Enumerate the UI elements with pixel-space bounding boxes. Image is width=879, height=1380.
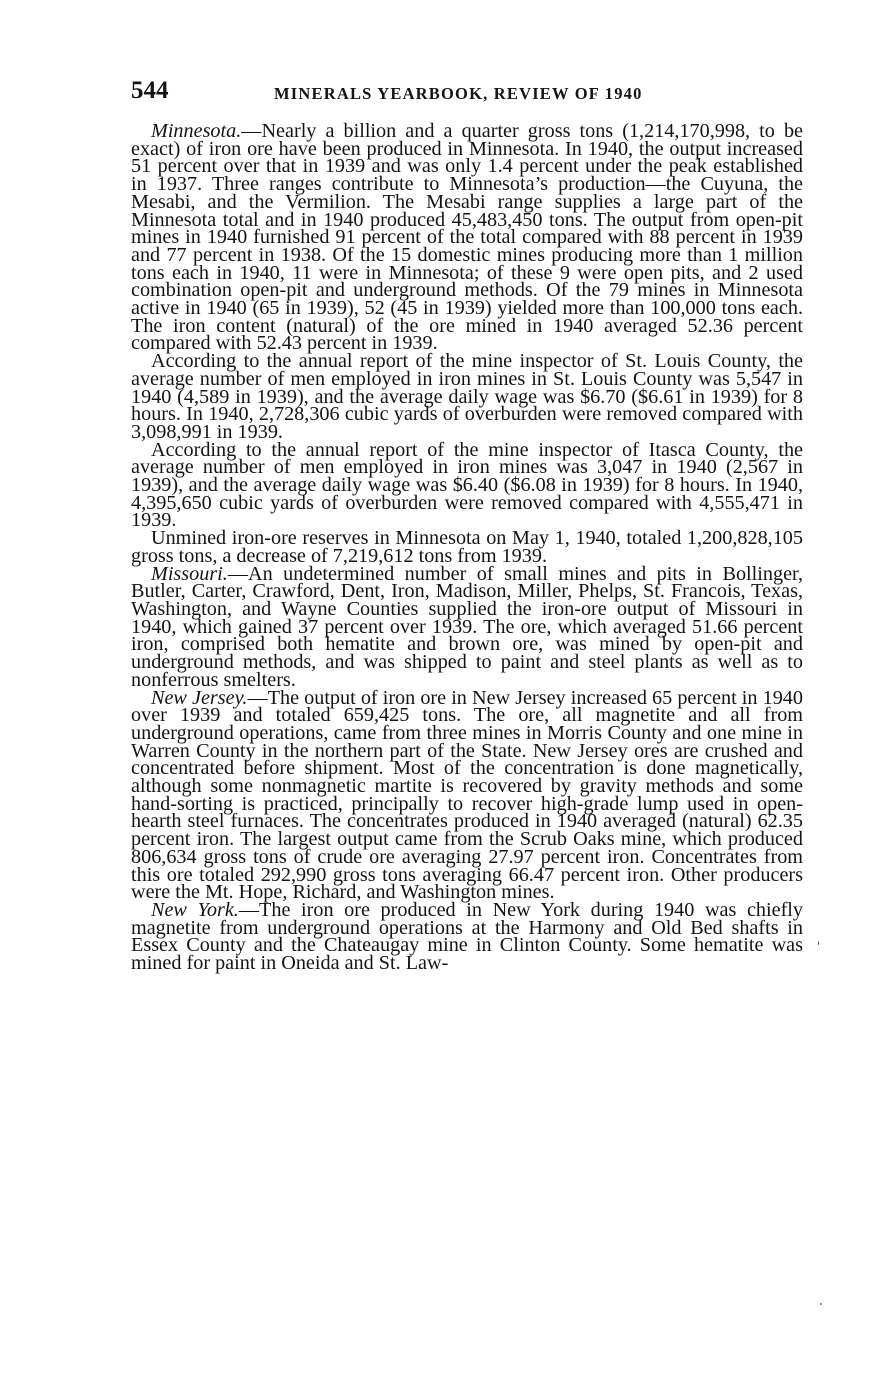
paragraph-text: According to the annual report of the mine inspector of Itasca County, the average number of men employed in iron mines was 3,047 in 1940 (2,567 in 1939), and the average daily wage was $6.40 ($6.08 in 1939) for 8 hours. In 1940, 4,395,650 cubic yards of overburden were removed compared with 4,555,471 in 1939.: [131, 438, 803, 532]
running-title: MINERALS YEARBOOK, REVIEW OF 1940: [274, 84, 643, 103]
paragraph-text: —An undetermined number of small mines and pits in Bollinger, Butler, Carter, Crawford, Dent, Iron, Madison, Miller, Phelps, St. Francois, Texas, Washington, and Wayne Counties supplied the iron-ore output of Missouri in 1940, which gained 37 percent over 1939. The ore, which averaged 51.66 percent iron, comprised both hematite and brown ore, was mined by open-pit and underground methods, and was shipped to paint and steel plants as well as to nonferrous smelters.: [131, 562, 803, 691]
paragraph-text: Unmined iron-ore reserves in Minnesota on May 1, 1940, totaled 1,200,828,105 gross tons, a decrease of 7,219,612 tons from 1939.: [131, 527, 803, 567]
paragraph-new-jersey: [131, 686, 803, 904]
paragraph-ore-reserves: [131, 527, 803, 567]
paragraph-lead: Missouri.: [151, 562, 228, 585]
paragraph-text: —The output of iron ore in New Jersey increased 65 percent in 1940 over 1939 and totaled 659,425 tons. The ore, all magnetite and all from underground operations, came from three mines in Morris County and one mine in Warren County in the northern part of the State. New Jersey ores are crushed and concentrated before shipment. Most of the concentration is done magnetically, although some nonmagnetic martite is recovered by gravity methods and some hand-sorting is practiced, principally to recover high-grade lump used in open-hearth steel furnaces. The concentrates produced in 1940 averaged (natural) 62.35 percent iron. The largest output came from the Scrub Oaks mine, which produced 806,634 gross tons of crude ore averaging 27.97 percent iron. Concentrates from this ore totaled 292,990 gross tons averaging 66.47 percent iron. Other producers were the Mt. Hope, Richard, and Washington mines.: [131, 686, 803, 904]
body-text: [131, 120, 803, 975]
paragraph-itasca-county: [131, 438, 803, 532]
scan-speck: [820, 1303, 822, 1305]
paragraph-new-york: [131, 898, 803, 975]
paragraph-missouri: [131, 562, 803, 691]
paragraph-lead: New Jersey.: [151, 686, 248, 709]
paragraph-text: —The iron ore produced in New York during 1940 was chiefly magnetite from underground operations at the Harmony and Old Bed shafts in Essex County and the Chateaugay mine in Clinton County. Some hematite was mined for paint in Oneida and St. Law-: [131, 898, 803, 975]
page-number: 544: [131, 77, 169, 104]
paragraph-lead: Minnesota.: [151, 120, 242, 142]
paragraph-text: —Nearly a billion and a quarter gross tons (1,214,170,998, to be exact) of iron ore have been produced in Minnesota. In 1940, the output increased 51 percent over that in 1939 and was only 1.4 percent under the peak established in 1937. Three ranges contribute to Minnesota’s production—the Cuyuna, the Mesabi, and the Vermilion. The Mesabi range supplies a large part of the Minnesota total and in 1940 produced 45,483,450 tons. The output from open-pit mines in 1940 furnished 91 percent of the total compared with 88 percent in 1939 and 77 percent in 1938. Of the 15 domestic mines producing more than 1 million tons each in 1940, 11 were in Minnesota; of these 9 were open pits, and 2 used combination open-pit and underground methods. Of the 79 mines in Minnesota active in 1940 (65 in 1939), 52 (45 in 1939) yielded more than 100,000 tons each. The iron content (natural) of the ore mined in 1940 averaged 52.36 percent compared with 52.43 percent in 1939.: [131, 120, 803, 355]
paragraph-minnesota: [131, 120, 803, 355]
running-head: [131, 76, 803, 110]
paragraph-lead: New York.: [151, 898, 239, 921]
paragraph-text: According to the annual report of the mine inspector of St. Louis County, the average number of men employed in iron mines in St. Louis County was 5,547 in 1940 (4,589 in 1939), and the average daily wage was $6.70 ($6.61 in 1939) for 8 hours. In 1940, 2,728,306 cubic yards of overburden were removed compared with 3,098,991 in 1939.: [131, 350, 803, 443]
paragraph-st-louis-county: [131, 350, 803, 443]
scan-speck: [818, 941, 819, 945]
